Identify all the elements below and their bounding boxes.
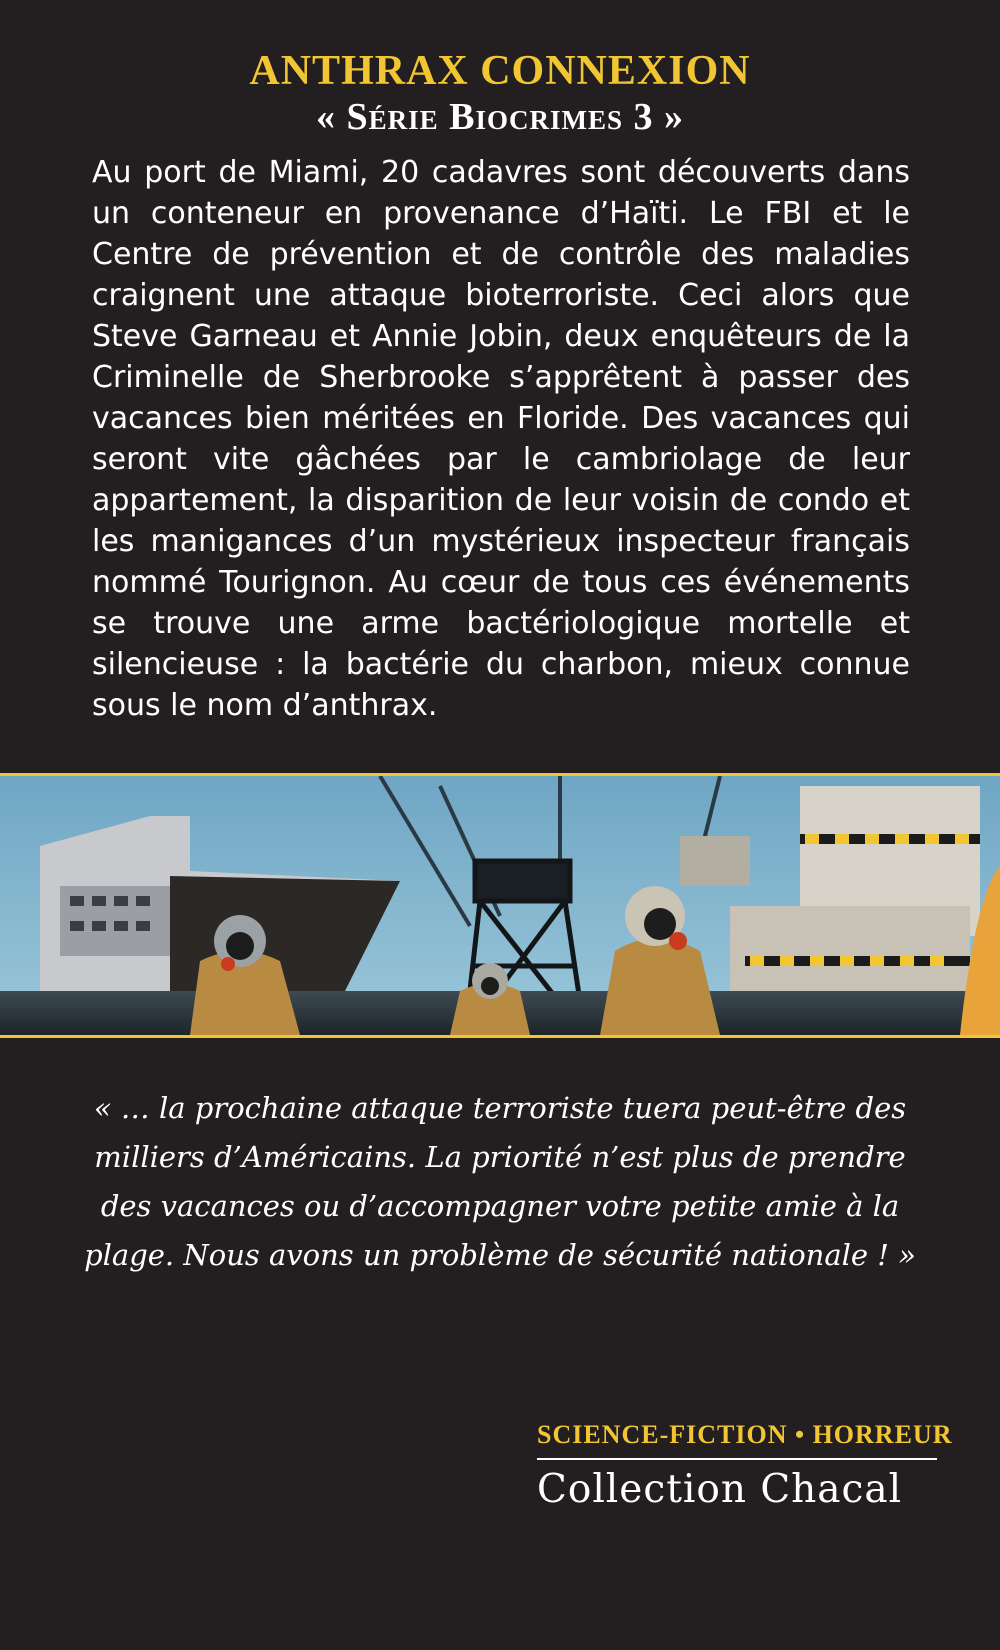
series-subtitle: « Série Biocrimes 3 » [315, 96, 685, 138]
divider [537, 1458, 937, 1460]
harbor-illustration [0, 773, 1000, 1038]
synopsis-text: Au port de Miami, 20 cadavres sont découverts dans un conteneur en provenance d’Haïti. Le FBI et le Centre de prévention et de contrôle des maladies craignent une attaque bioterroriste. Ceci alors que Steve Garneau et Annie Jobin, deux enquêteurs de la Criminelle de Sherbrooke s’apprêtent à passer des vacances bien méritées en Floride. Des vacances qui seront vite gâchées par le cambriolage de leur appartement, la disparition de leur voisin de condo et les manigances d’un mystérieux inspecteur français nommé Tourignon. Au cœur de tous ces événements se trouve une arme bactériologique mortelle et silencieuse : la bactérie du charbon, mieux connue sous le nom d’anthrax. [92, 155, 910, 723]
genre-label: SCIENCE-FICTION • HORREUR [537, 1420, 953, 1449]
pull-quote: « … la prochaine attaque terroriste tuera peut-être des milliers d’Américains. La priorité n’est plus de prendre des vacances ou d’accompagner votre petite amie à la plage. Nous avons un problème de sécurité nationale ! » [84, 1091, 916, 1272]
harbor-scene-image [0, 776, 1000, 1035]
book-title: ANTHRAX CONNEXION [249, 48, 751, 94]
collection-name: Collection Chacal [537, 1467, 903, 1512]
